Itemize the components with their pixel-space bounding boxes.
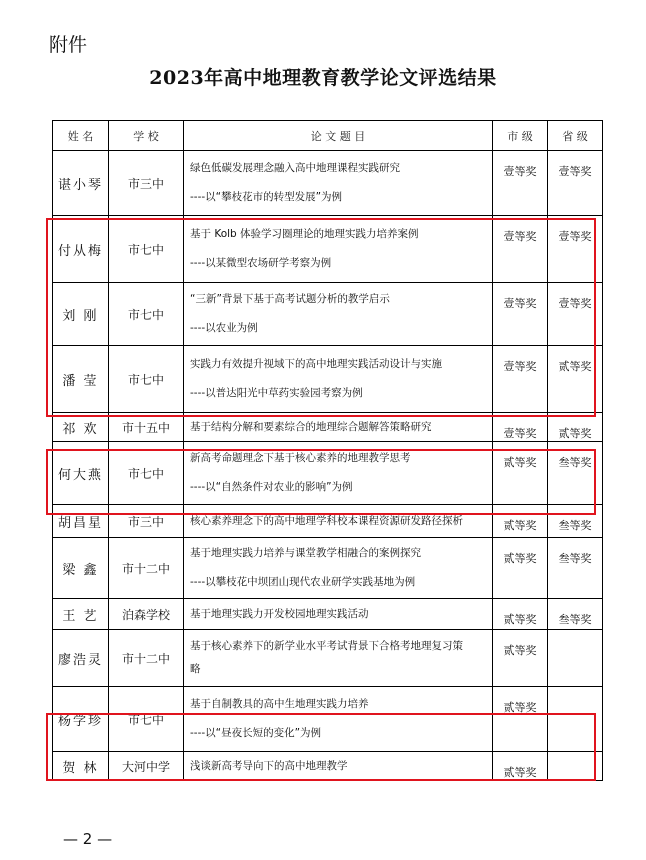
- province-award-cell: 贰等奖: [548, 346, 603, 413]
- topic-title: 实践力有效提升视域下的高中地理实践活动设计与实施: [190, 358, 442, 370]
- city-award-cell: 贰等奖: [493, 538, 548, 599]
- topic-subtitle: ----以“昼夜长短的变化”为例: [190, 727, 322, 739]
- name-cell: 刘 刚: [53, 283, 109, 346]
- city-award-cell: 壹等奖: [493, 283, 548, 346]
- topic-cell: [184, 630, 493, 687]
- topic-title: 绿色低碳发展理念融入高中地理课程实践研究: [190, 162, 400, 174]
- topic-title: 基于自制教具的高中生地理实践力培养: [190, 698, 369, 710]
- page-number: — 2 —: [63, 830, 113, 848]
- city-award-cell: 壹等奖: [493, 151, 548, 216]
- school-cell: 市七中: [109, 283, 184, 346]
- school-cell: 市三中: [109, 151, 184, 216]
- province-award-cell: 壹等奖: [548, 283, 603, 346]
- name-cell: 付从梅: [53, 216, 109, 283]
- school-cell: 市七中: [109, 216, 184, 283]
- name-cell: 何大燕: [53, 442, 109, 505]
- header-school: 学 校: [109, 121, 184, 151]
- topic-title: 新高考命题理念下基于核心素养的地理教学思考: [190, 452, 411, 464]
- topic-cell: [184, 151, 493, 216]
- province-award-cell: 叁等奖: [548, 538, 603, 599]
- school-cell: 市七中: [109, 687, 184, 752]
- attachment-label: 附件: [49, 34, 88, 56]
- topic-title: “三新”背景下基于高考试题分析的教学启示: [190, 293, 390, 305]
- name-cell: 廖浩灵: [53, 630, 109, 687]
- table-row: [53, 538, 603, 599]
- city-award-cell: 贰等奖: [493, 505, 548, 538]
- header-province-level: 省 级: [548, 121, 603, 151]
- province-award-cell: 叁等奖: [548, 599, 603, 630]
- topic-title: 基于地理实践力开发校园地理实践活动: [190, 607, 369, 620]
- topic-cell: [184, 538, 493, 599]
- school-cell: 市十五中: [109, 413, 184, 442]
- highlight-box: [46, 713, 596, 781]
- table-row: [53, 630, 603, 687]
- name-cell: 胡昌星: [53, 505, 109, 538]
- topic-subtitle: ----以普达阳光中草药实验园考察为例: [190, 387, 363, 399]
- city-award-cell: 壹等奖: [493, 413, 548, 442]
- province-award-cell: [548, 630, 603, 687]
- table-header-row: [53, 121, 603, 151]
- topic-subtitle: ----以攀枝花中坝团山现代农业研学实践基地为例: [190, 576, 416, 588]
- city-award-cell: 壹等奖: [493, 216, 548, 283]
- topic-title: 基于 Kolb 体验学习圈理论的地理实践力培养案例: [190, 228, 419, 240]
- name-cell: 王 艺: [53, 599, 109, 630]
- name-cell: 贺 林: [53, 752, 109, 781]
- city-award-cell: 贰等奖: [493, 752, 548, 781]
- topic-title: 基于结构分解和要素综合的地理综合题解答策略研究: [190, 420, 432, 433]
- school-cell: 大河中学: [109, 752, 184, 781]
- school-cell: 市三中: [109, 505, 184, 538]
- province-award-cell: 壹等奖: [548, 216, 603, 283]
- highlight-box: [46, 449, 596, 515]
- school-cell: 市十二中: [109, 630, 184, 687]
- highlight-box: [46, 218, 596, 417]
- topic-title: 核心素养理念下的高中地理学科校本课程资源研发路径探析: [190, 514, 463, 527]
- name-cell: 潘 莹: [53, 346, 109, 413]
- school-cell: 泊森学校: [109, 599, 184, 630]
- header-topic: 论 文 题 目: [184, 121, 493, 151]
- city-award-cell: 贰等奖: [493, 442, 548, 505]
- name-cell: 祁 欢: [53, 413, 109, 442]
- document-title: 2023年高中地理教育教学论文评选结果: [149, 67, 497, 89]
- topic-subtitle: ----以“自然条件对农业的影响”为例: [190, 481, 353, 493]
- province-award-cell: 叁等奖: [548, 505, 603, 538]
- topic-subtitle: 略: [190, 663, 201, 675]
- topic-subtitle: ----以“攀枝花市的转型发展”为例: [190, 191, 343, 203]
- city-award-cell: 贰等奖: [493, 599, 548, 630]
- topic-cell: [184, 599, 493, 630]
- province-award-cell: 贰等奖: [548, 413, 603, 442]
- name-cell: 杨学珍: [53, 687, 109, 752]
- table-row: [53, 151, 603, 216]
- province-award-cell: 叁等奖: [548, 442, 603, 505]
- province-award-cell: 壹等奖: [548, 151, 603, 216]
- city-award-cell: 贰等奖: [493, 630, 548, 687]
- topic-title: 基于地理实践力培养与课堂教学相融合的案例探究: [190, 547, 421, 559]
- topic-title: 基于核心素养下的新学业水平考试背景下合格考地理复习策: [190, 640, 463, 652]
- topic-subtitle: ----以农业为例: [190, 322, 258, 334]
- school-cell: 市十二中: [109, 538, 184, 599]
- header-city-level: 市 级: [493, 121, 548, 151]
- name-cell: 梁 鑫: [53, 538, 109, 599]
- city-award-cell: 壹等奖: [493, 346, 548, 413]
- header-name: 姓 名: [53, 121, 109, 151]
- school-cell: 市七中: [109, 442, 184, 505]
- table-row: [53, 599, 603, 630]
- school-cell: 市七中: [109, 346, 184, 413]
- topic-title: 浅谈新高考导向下的高中地理教学: [190, 759, 348, 772]
- topic-subtitle: ----以某微型农场研学考察为例: [190, 257, 332, 269]
- name-cell: 谌小琴: [53, 151, 109, 216]
- city-award-cell: 贰等奖: [493, 687, 548, 752]
